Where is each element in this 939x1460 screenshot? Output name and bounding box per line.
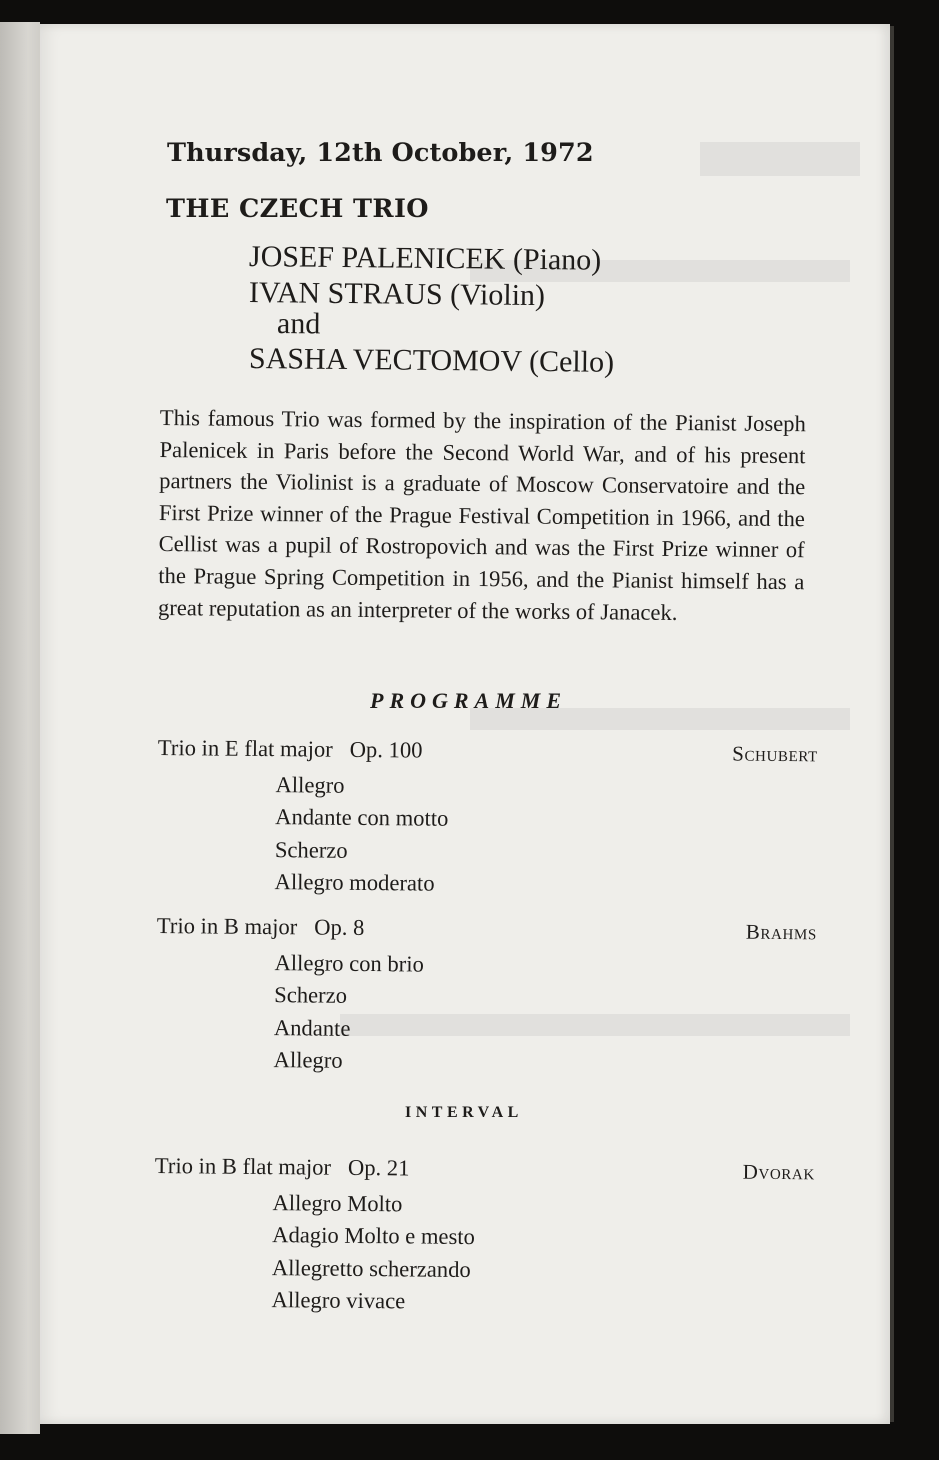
composer-name: Dvorak [742,1159,815,1185]
composer-name: Schubert [732,741,818,767]
trio-biography: This famous Trio was formed by the inspiration of the Pianist Joseph Palenicek in Paris before the Second World War, and of his present partners the Violinist is a graduate of Moscow Conservatoire and the First Prize winner of the Prague Festival Competition in 1966, and the Cellist was a pupil of Rostropovich and was the First Prize winner of the Prague Spring Competition in 1956, and the Pianist himself has a great reputation as an interpreter of the works of Janacek. [157,404,806,625]
movement-list [274,769,817,903]
movement-item: Allegro con brio [274,950,424,977]
programme-page [40,24,890,1424]
movement-item: Allegretto scherzando [271,1254,471,1282]
movement-list [271,1187,814,1321]
programme-heading: PROGRAMME [370,688,568,713]
movement-item: Adagio Molto e mesto [272,1222,476,1250]
performer-piano: JOSEF PALENICEK (Piano) [248,240,602,277]
movement-item: Allegro Molto [272,1190,403,1217]
movement-item: Andante [273,1014,351,1041]
concert-date-heading: Thursday, 12th October, 1972 [167,138,594,168]
work-title: Trio in B flat major Op. 21 [154,1153,410,1181]
movement-item: Allegro vivace [271,1287,406,1314]
movement-item: Allegro [273,1047,343,1073]
work-dvorak-trio [153,1152,815,1322]
movement-item: Allegro moderato [274,869,435,896]
interval-label: INTERVAL [405,1104,523,1121]
composer-name: Brahms [745,919,817,945]
show-through-bleed [700,142,860,176]
book-gutter [0,22,40,1434]
work-brahms-trio [155,912,817,1082]
movement-item: Scherzo [274,836,348,863]
performer-violin: IVAN STRAUS (Violin) [248,276,546,313]
work-schubert-trio [156,734,818,904]
movement-item: Scherzo [274,982,348,1009]
work-title: Trio in E flat major Op. 100 [157,734,423,763]
movement-list [273,947,816,1081]
performer-cello: SASHA VECTOMOV (Cello) [248,342,615,379]
performer-conjunction: and [276,307,321,341]
movement-item: Andante con motto [275,804,449,832]
work-title: Trio in B major Op. 8 [156,912,365,940]
movement-item: Allegro [275,772,345,798]
ensemble-name: THE CZECH TRIO [166,194,429,224]
